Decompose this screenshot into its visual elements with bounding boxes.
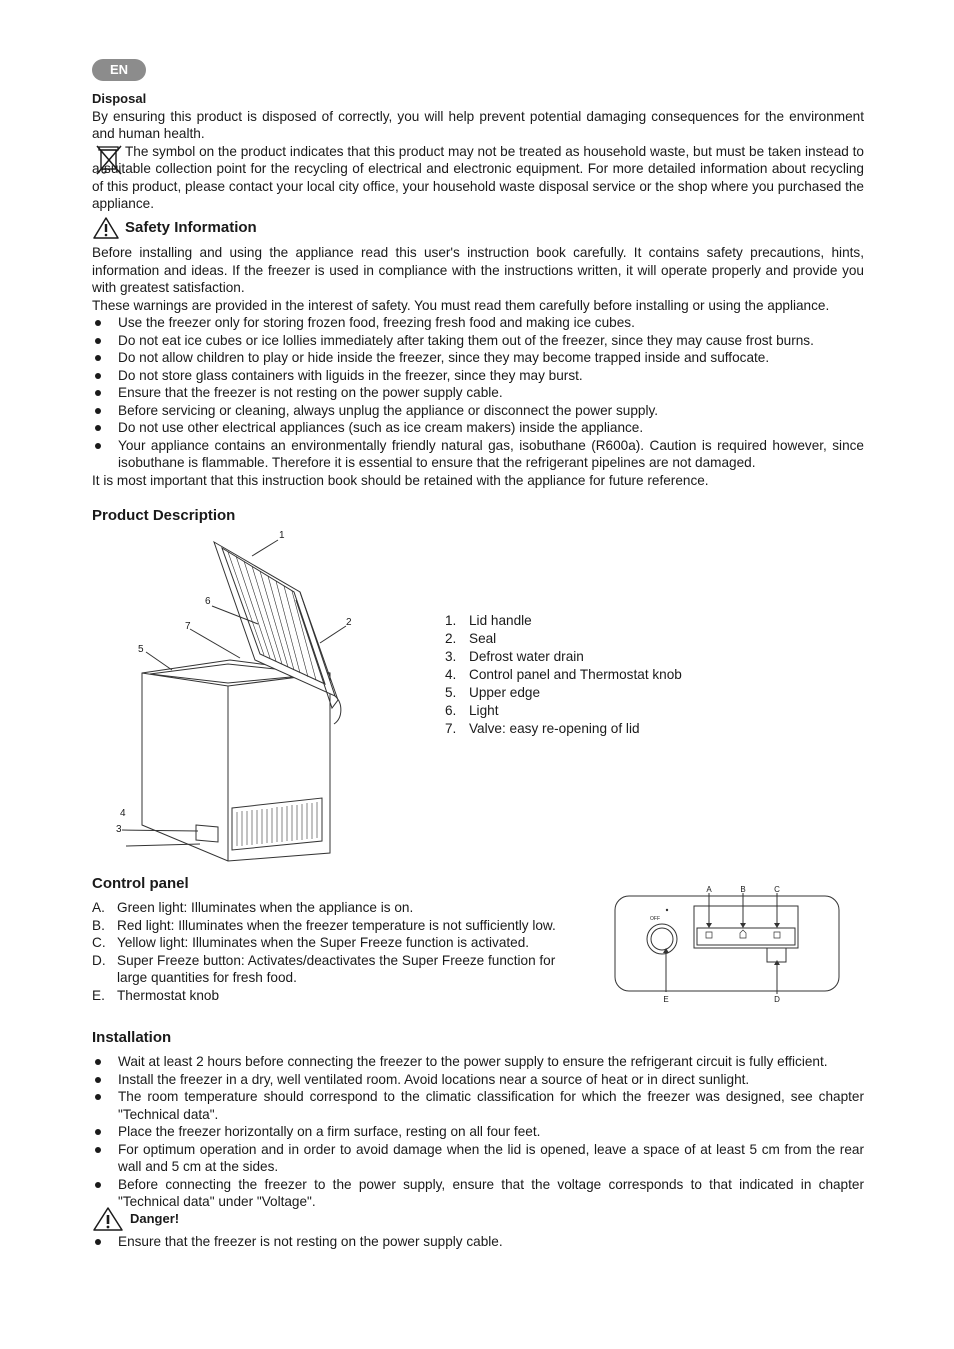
callout-5: 5 bbox=[138, 644, 144, 655]
item-letter: D. bbox=[92, 952, 106, 968]
panel-label-e: E bbox=[663, 995, 669, 1004]
crossed-out-wheelie-bin-icon bbox=[95, 144, 123, 176]
disposal-heading: Disposal bbox=[92, 91, 147, 106]
control-panel-diagram bbox=[612, 884, 842, 1006]
part-label: Seal bbox=[469, 631, 497, 646]
list-item: Before servicing or cleaning, always unplug the appliance or disconnect the power supply. bbox=[92, 402, 864, 420]
list-item bbox=[445, 648, 682, 666]
installation-heading: Installation bbox=[92, 1029, 172, 1046]
callout-3: 3 bbox=[116, 824, 122, 835]
list-item: Do not use other electrical appliances (such as ice cream makers) inside the appliance. bbox=[92, 419, 864, 437]
disposal-paragraph-1: By ensuring this product is disposed of correctly, you will help prevent potential damaging consequences for the environment and human health. bbox=[92, 108, 864, 141]
item-letter: A. bbox=[92, 900, 105, 915]
product-heading: Product Description bbox=[92, 507, 236, 524]
panel-label-a: A bbox=[706, 885, 712, 894]
list-item bbox=[92, 987, 564, 1005]
part-number: 4. bbox=[445, 667, 457, 682]
list-item: Before connecting the freezer to the power supply, ensure that the voltage corresponds to that indicated in chapter "Technical data" under "Voltage". bbox=[92, 1176, 864, 1211]
part-label: Defrost water drain bbox=[469, 649, 584, 664]
callout-2: 2 bbox=[346, 617, 352, 628]
danger-heading: Danger! bbox=[130, 1211, 180, 1227]
safety-bullet-list bbox=[92, 314, 864, 472]
list-item: For optimum operation and in order to avoid damage when the lid is opened, leave a space of at least 5 cm from the rear wall and 5 cm at the sides. bbox=[92, 1141, 864, 1176]
item-letter: E. bbox=[92, 987, 105, 1003]
disposal-paragraph-2: The symbol on the product indicates that this product may not be treated as household waste, but must be taken instead to a suitable collection point for the recycling of electrical and electronic equipment. For more detailed information about recycling of this product, please contact your local city office, your household waste disposal service or the shop where you purchased the appliance. bbox=[92, 143, 864, 211]
part-number: 7. bbox=[445, 721, 457, 736]
safety-section bbox=[92, 217, 864, 489]
list-item: Ensure that the freezer is not resting on the power supply cable. bbox=[92, 1233, 864, 1251]
list-item: Place the freezer horizontally on a firm surface, resting on all four feet. bbox=[92, 1123, 864, 1141]
panel-label-d: D bbox=[774, 995, 780, 1004]
item-text: Thermostat knob bbox=[117, 987, 219, 1003]
callout-1: 1 bbox=[279, 530, 285, 541]
knob-off-label: OFF bbox=[650, 916, 660, 922]
list-item: Do not allow children to play or hide inside the freezer, since they may become trapped inside and suffocate. bbox=[92, 349, 864, 367]
control-section bbox=[92, 874, 564, 1004]
list-item bbox=[92, 934, 564, 952]
item-text: Red light: Illuminates when the freezer temperature is not sufficiently low. bbox=[117, 917, 556, 933]
list-item bbox=[445, 702, 682, 720]
freezer-diagram bbox=[110, 528, 350, 868]
list-item bbox=[92, 899, 564, 917]
warning-triangle-icon bbox=[92, 1206, 124, 1232]
warning-triangle-icon bbox=[92, 216, 120, 240]
safety-closing: It is most important that this instruction book should be retained with the appliance for future reference. bbox=[92, 472, 709, 488]
list-item: The room temperature should correspond to the climatic classification for which the freezer was designed, see chapter "Technical data". bbox=[92, 1088, 864, 1123]
list-item: Use the freezer only for storing frozen food, freezing fresh food and making ice cubes. bbox=[92, 314, 864, 332]
part-number: 2. bbox=[445, 631, 457, 646]
installation-bullet-list bbox=[92, 1053, 864, 1211]
item-text: Yellow light: Illuminates when the Super Freeze function is activated. bbox=[117, 935, 530, 950]
list-item: Wait at least 2 hours before connecting the freezer to the power supply to ensure the refrigerant circuit is fully efficient. bbox=[92, 1053, 864, 1071]
part-number: 1. bbox=[445, 613, 457, 628]
part-label: Light bbox=[469, 703, 499, 718]
danger-bullet-list bbox=[92, 1233, 864, 1251]
part-label: Lid handle bbox=[469, 613, 532, 628]
list-item: Ensure that the freezer is not resting on the power supply cable. bbox=[92, 384, 864, 402]
part-label: Control panel and Thermostat knob bbox=[469, 667, 682, 682]
list-item: Do not store glass containers with liguids in the freezer, since they may burst. bbox=[92, 367, 864, 385]
list-item bbox=[92, 917, 564, 935]
installation-section bbox=[92, 1028, 864, 1211]
safety-paragraph-2: These warnings are provided in the interest of safety. You must read them carefully before installing or using the appliance. bbox=[92, 297, 830, 313]
callout-4: 4 bbox=[120, 808, 126, 819]
part-label: Upper edge bbox=[469, 685, 541, 700]
list-item bbox=[92, 952, 564, 987]
safety-heading: Safety Information bbox=[125, 219, 257, 236]
list-item: Your appliance contains an environmentally friendly natural gas, isobuthane (R600a). Caution is required however, since isobuthane is flammable. Therefore it is essential to ensure that the refrigerant pipelines are not damaged. bbox=[92, 437, 864, 472]
part-number: 3. bbox=[445, 649, 457, 664]
language-badge: EN bbox=[92, 59, 146, 81]
list-item bbox=[445, 720, 682, 738]
part-number: 6. bbox=[445, 703, 457, 718]
control-list bbox=[92, 899, 564, 1004]
list-item bbox=[445, 630, 682, 648]
item-letter: B. bbox=[92, 917, 105, 933]
callout-6: 6 bbox=[205, 596, 211, 607]
part-number: 5. bbox=[445, 685, 457, 700]
list-item bbox=[445, 666, 682, 684]
list-item: Do not eat ice cubes or ice lollies immediately after taking them out of the freezer, since they may cause frost burns. bbox=[92, 332, 864, 350]
control-heading: Control panel bbox=[92, 875, 189, 892]
part-label: Valve: easy re-opening of lid bbox=[469, 721, 640, 736]
list-item bbox=[445, 684, 682, 702]
parts-list bbox=[445, 612, 682, 738]
list-item bbox=[445, 612, 682, 630]
disposal-section bbox=[92, 90, 864, 213]
safety-paragraph-1: Before installing and using the appliance read this user's instruction book carefully. It contains safety precautions, hints, information and ideas. If the freezer is used in compliance with the instructions written, it will operate properly and provide you with greatest satisfaction. bbox=[92, 245, 864, 295]
item-text: Super Freeze button: Activates/deactivates the Super Freeze function for large quantities for fresh food. bbox=[117, 952, 556, 985]
list-item: Install the freezer in a dry, well ventilated room. Avoid locations near a source of heat or in direct sunlight. bbox=[92, 1071, 864, 1089]
item-text: Green light: Illuminates when the appliance is on. bbox=[117, 900, 414, 915]
panel-label-c: C bbox=[774, 885, 780, 894]
danger-section bbox=[92, 1206, 864, 1251]
panel-label-b: B bbox=[740, 885, 746, 894]
item-letter: C. bbox=[92, 935, 106, 950]
callout-7: 7 bbox=[185, 621, 191, 632]
product-section bbox=[92, 506, 864, 526]
